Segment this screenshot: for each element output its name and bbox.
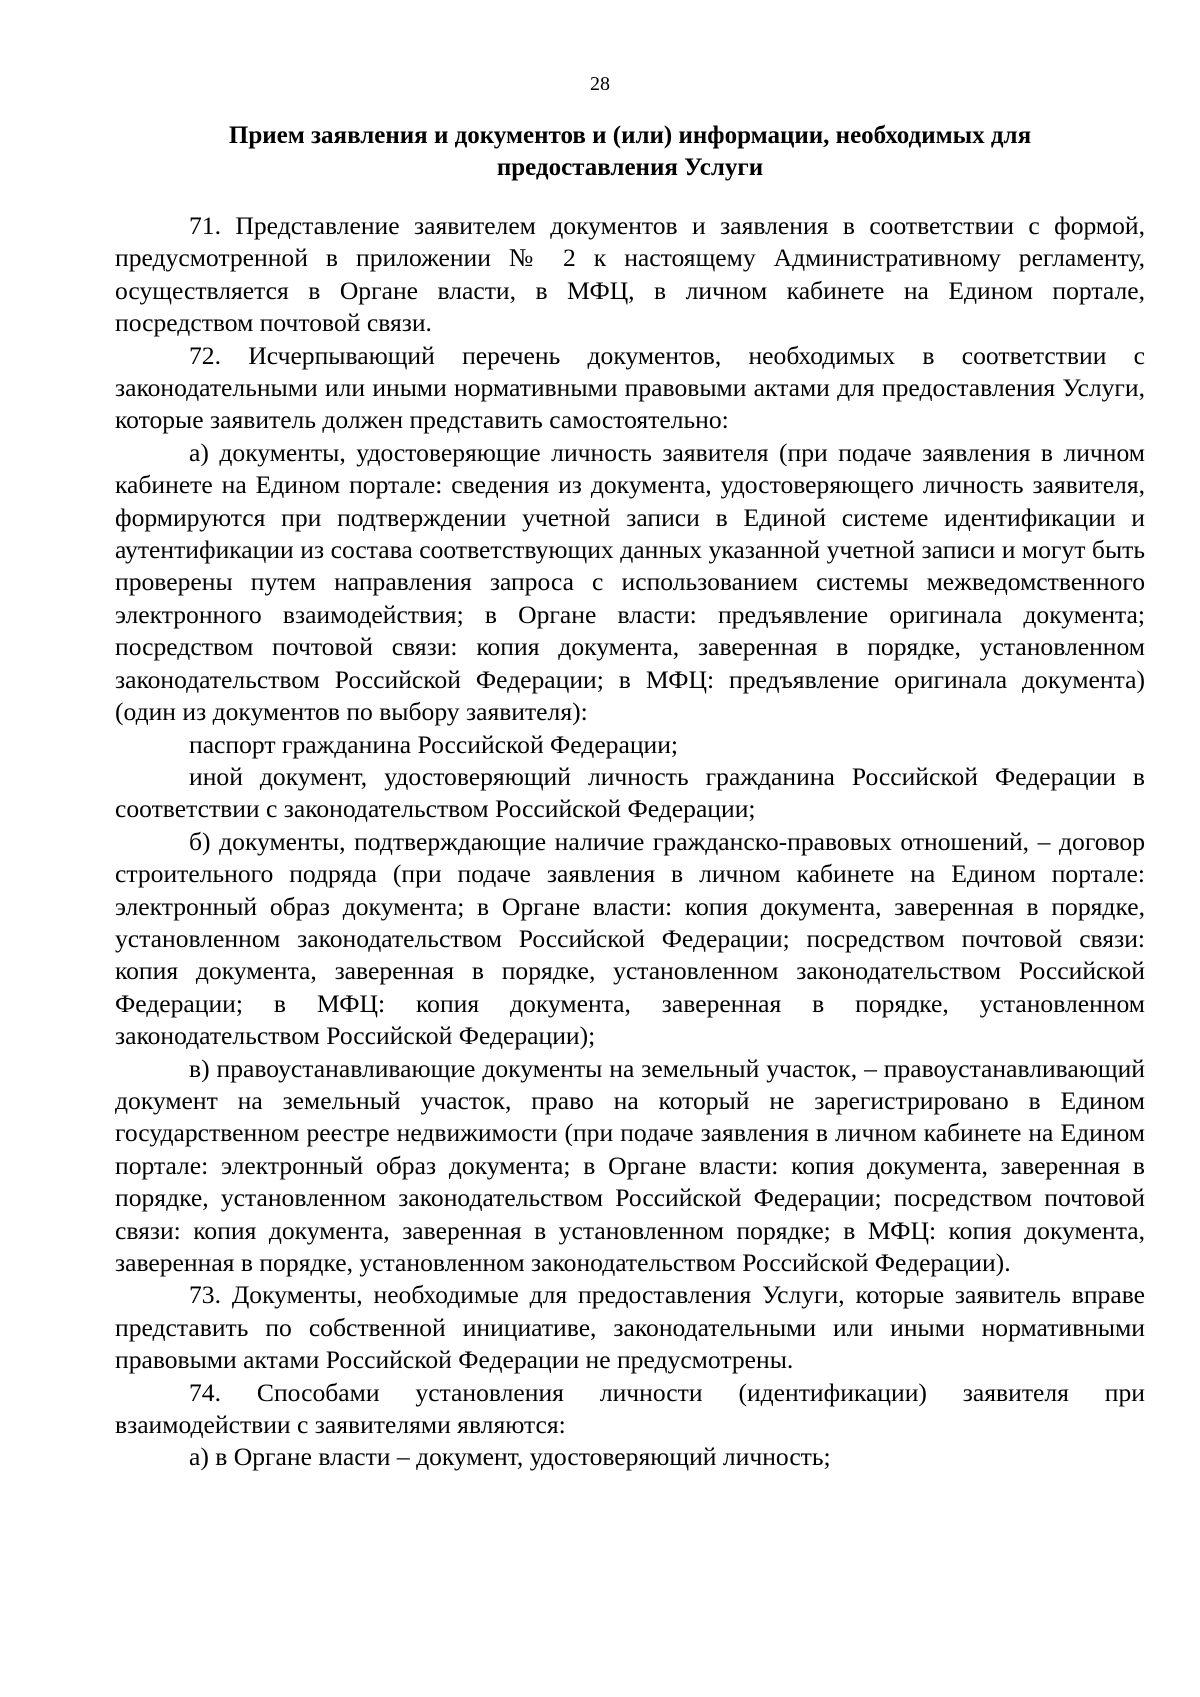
paragraph-71: 71. Представление заявителем документов и заявления в соответствии с формой, предусмотренной в приложении № 2 к настоящему Административному регламенту, осуществляется в Органе власти, в МФЦ, в личном кабинете на Едином портале, посредством почтовой связи. [115, 211, 1145, 338]
paragraph-74: 74. Способами установления личности (идентификации) заявителя при взаимодействии с заявителями являются: [115, 1377, 1145, 1440]
paragraph-74-a: а) в Органе власти – документ, удостоверяющий личность; [189, 1442, 831, 1472]
section-heading [115, 120, 1145, 184]
paragraph-72-a-other-document: иной документ, удостоверяющий личность гражданина Российской Федерации в соответствии с законодательством Российской Федерации; [115, 761, 1145, 824]
paragraph-72-b: б) документы, подтверждающие наличие гражданско-правовых отношений, – договор строительного подряда (при подаче заявления в личном кабинете на Едином портале: электронный образ документа; в Органе власти: копия документа, заверенная в порядке, установленном законодательством Российской Федерации; посредством почтовой связи: копия документа, заверенная в порядке, установленном законодательством Российской Федерации; в МФЦ: копия документа, заверенная в порядке, установленном законодательством Российской Федерации); [115, 826, 1145, 1051]
paragraph-73: 73. Документы, необходимые для предоставления Услуги, которые заявитель вправе представить по собственной инициативе, законодательными или иными нормативными правовыми актами Российской Федерации не предусмотрены. [115, 1280, 1145, 1375]
section-heading-line-2: предоставления Услуги [496, 154, 764, 181]
paragraph-72-v: в) правоустанавливающие документы на земельный участок, – правоустанавливающий документ на земельный участок, право на который не зарегистрировано в Едином государственном реестре недвижимости (при подаче заявления в личном кабинете на Едином портале: электронный образ документа; в Органе власти: копия документа, заверенная в порядке, установленном законодательством Российской Федерации; посредством почтовой связи: копия документа, заверенная в установленном порядке; в МФЦ: копия документа, заверенная в порядке, установленном законодательством Российской Федерации). [115, 1053, 1145, 1277]
paragraph-72-a-passport: паспорт гражданина Российской Федерации; [189, 729, 679, 759]
paragraph-72-a: а) документы, удостоверяющие личность заявителя (при подаче заявления в личном кабинете на Едином портале: сведения из документа, удостоверяющего личность заявителя, формируются при подтверждении учетной записи в Единой системе идентификации и аутентификации из состава соответствующих данных указанной учетной записи и могут быть проверены путем направления запроса с использованием системы межведомственного электронного взаимодействия; в Органе власти: предъявление оригинала документа; посредством почтовой связи: копия документа, заверенная в порядке, установленном законодательством Российской Федерации; в МФЦ: предъявление оригинала документа) (один из документов по выбору заявителя): [115, 437, 1145, 727]
paragraph-72: 72. Исчерпывающий перечень документов, необходимых в соответствии с законодательными или иными нормативными правовыми актами для предоставления Услуги, которые заявитель должен представить самостоятельно: [115, 340, 1145, 435]
body-text [115, 210, 1145, 1474]
page-number: 28 [590, 73, 610, 95]
section-heading-line-1: Прием заявления и документов и (или) информации, необходимых для [228, 122, 1032, 149]
